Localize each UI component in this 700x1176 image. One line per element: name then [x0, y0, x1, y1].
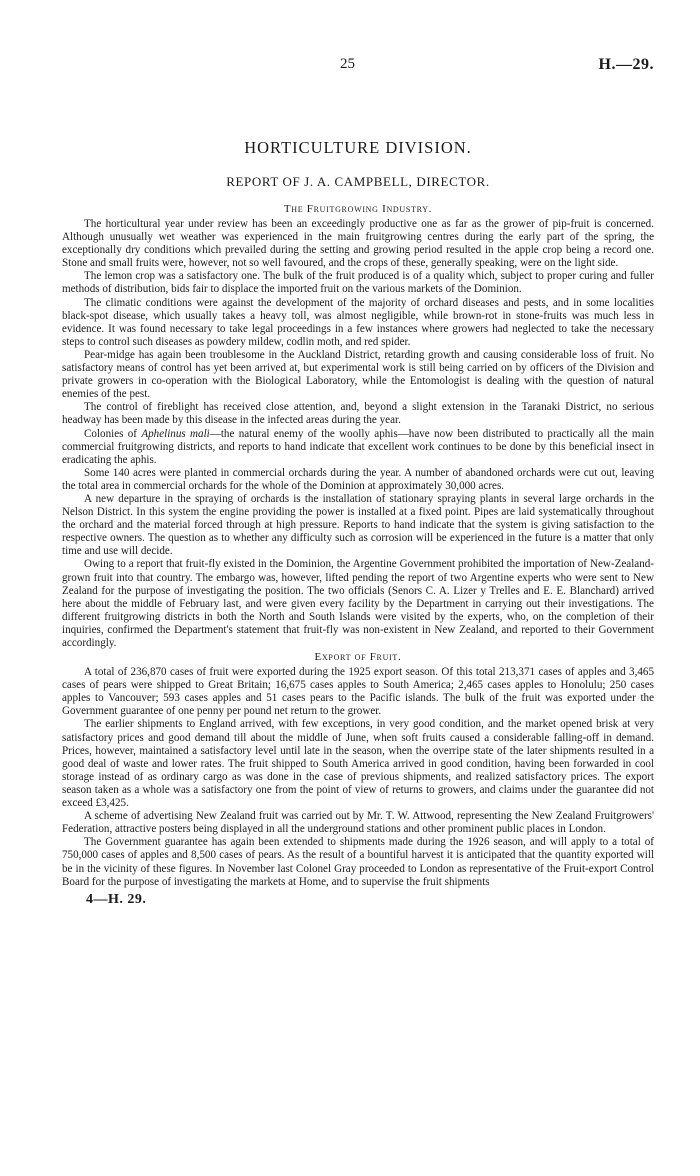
section-heading: Export of Fruit. — [314, 651, 402, 664]
page-number: 25 — [340, 56, 355, 72]
footer-signature: 4—H. 29. — [86, 891, 147, 907]
paragraph-with-italic: Colonies of Aphelinus mali—the natural enemy of the woolly aphis—have now been distributed to practically all the main commercial fruitgrowing districts, and reports to hand indicate that excellent work continues to be done by this beneficial insect in eradicating the aphis. — [62, 427, 655, 466]
paragraph: The lemon crop was a satisfactory one. The bulk of the fruit produced is of a quality which, subject to proper curing and fuller methods of distribution, bids fair to displace the imported fruit on the various markets of the Dominion. — [62, 270, 654, 296]
paragraph: Some 140 acres were planted in commercial orchards during the year. A number of abandoned orchards were cut out, leaving the total area in commercial orchards for the whole of the Dominion at approximately 30,000 acres. — [62, 466, 654, 492]
paragraph: The horticultural year under review has been an exceedingly productive one as far as the grower of pip-fruit is concerned. Although unusually wet weather was experienced in the main fruitgrowing centres during the early part of the spring, the exceptionally dry conditions which prevailed during the setting and growing period resulted in the apple crop being a record one. Stone and small fruits were, however, not so well favoured, and the crops of these, generally speaking, were on the light side. — [62, 218, 654, 270]
paragraph: The Government guarantee has again been extended to shipments made during the 1926 season, and will apply to a total of 750,000 cases of apples and 8,500 cases of pears. As the result of a bountiful harvest it is anticipated that the quantity exported will be in the vicinity of these figures. In November last Colonel Gray proceeded to London as representative of the Fruit-export Control Board for the purpose of investigating the markets at Home, and to supervise the fruit shipments — [62, 836, 654, 888]
division-title: HORTICULTURE DIVISION. — [244, 138, 472, 157]
paragraph: A scheme of advertising New Zealand fruit was carried out by Mr. T. W. Attwood, representing the New Zealand Fruitgrowers' Federation, attractive posters being displayed in all the underground stations and other prominent public places in London. — [62, 810, 654, 836]
paragraph: The control of fireblight has received close attention, and, beyond a slight extension in the Taranaki District, no serious headway has been made by this disease in the infected areas during the year. — [62, 401, 654, 427]
document-page — [62, 56, 654, 908]
section-heading: The Fruitgrowing Industry. — [283, 203, 433, 215]
section-export-of-fruit — [62, 651, 654, 889]
paragraph: Owing to a report that fruit-fly existed in the Dominion, the Argentine Government prohibited the importation of New-Zealand-grown fruit into that country. The embargo was, however, lifted pending the report of two Argentine experts who were sent to New Zealand for the purpose of investigating the position. The two officials (Senors C. A. Lizer y Trelles and E. E. Blanchard) arrived here about the middle of February last, and were given every facility by the Department in carrying out their investigations. The different fruitgrowing districts in both the North and South Islands were visited by the experts, who, on the completion of their inquiries, confirmed the Department's statement that fruit-fly was non-existent in New Zealand, and reported to their Government accordingly. — [62, 558, 654, 649]
document-reference: H.—29. — [598, 56, 654, 73]
paragraph: The earlier shipments to England arrived, with few exceptions, in very good condition, and the market opened brisk at very satisfactory prices and good demand till about the middle of June, when soft fruits caused a considerable falling-off in demand. Prices, however, maintained a satisfactory level until late in the season, when the overripe state of the later shipments resulted in a good deal of waste and lower rates. The fruit shipped to South America arrived in good condition, having been forwarded in cool storage instead of as ordinary cargo as was done in the case of previous shipments, and realized satisfactory prices. The export season taken as a whole was a satisfactory one from the point of view of returns to growers, and claims under the guarantee did not exceed £3,425. — [62, 718, 654, 810]
paragraph: The climatic conditions were against the development of the majority of orchard diseases and pests, and in some localities black-spot disease, which usually takes a heavy toll, was almost negligible, while brown-rot in stone-fruits was much less in evidence. It was found necessary to take legal proceedings in a few instances where growers had neglected to take the necessary steps to control such diseases as powdery mildew, codlin moth, and red spider. — [62, 296, 654, 348]
paragraph: Pear-midge has again been troublesome in the Auckland District, retarding growth and causing considerable loss of fruit. No satisfactory means of control has yet been arrived at, but experimental work is still being carried on by officers of the Division and private growers in co-operation with the Biological Laboratory, while the Entomologist is dealing with the question of natural enemies of the pest. — [62, 348, 654, 401]
paragraph: A new departure in the spraying of orchards is the installation of stationary spraying plants in several large orchards in the Nelson District. In this system the engine providing the power is installed at a fixed point. Pipes are laid systematically throughout the orchard and the material forced through at high pressure. Reports to hand indicate that the system is giving satisfaction to the respective owners. The question as to whether any difficulty such as corrosion will be experienced in the future is a matter that only time and use will decide. — [62, 492, 654, 558]
paragraph: A total of 236,870 cases of fruit were exported during the 1925 export season. Of this total 213,371 cases of apples and 3,465 cases of pears were shipped to Great Britain; 16,675 cases apples to South America; 2,465 cases apples to Honolulu; 250 cases apples to Vancouver; 593 cases apples and 51 cases pears to the Pacific islands. The bulk of the fruit was exported under the Government guarantee of one penny per pound net return to the grower. — [62, 666, 654, 718]
report-title: REPORT OF J. A. CAMPBELL, DIRECTOR. — [226, 174, 490, 189]
species-name: Aphelinus mali — [141, 427, 210, 440]
section-fruitgrowing-industry — [62, 203, 654, 650]
page-header — [62, 56, 654, 78]
